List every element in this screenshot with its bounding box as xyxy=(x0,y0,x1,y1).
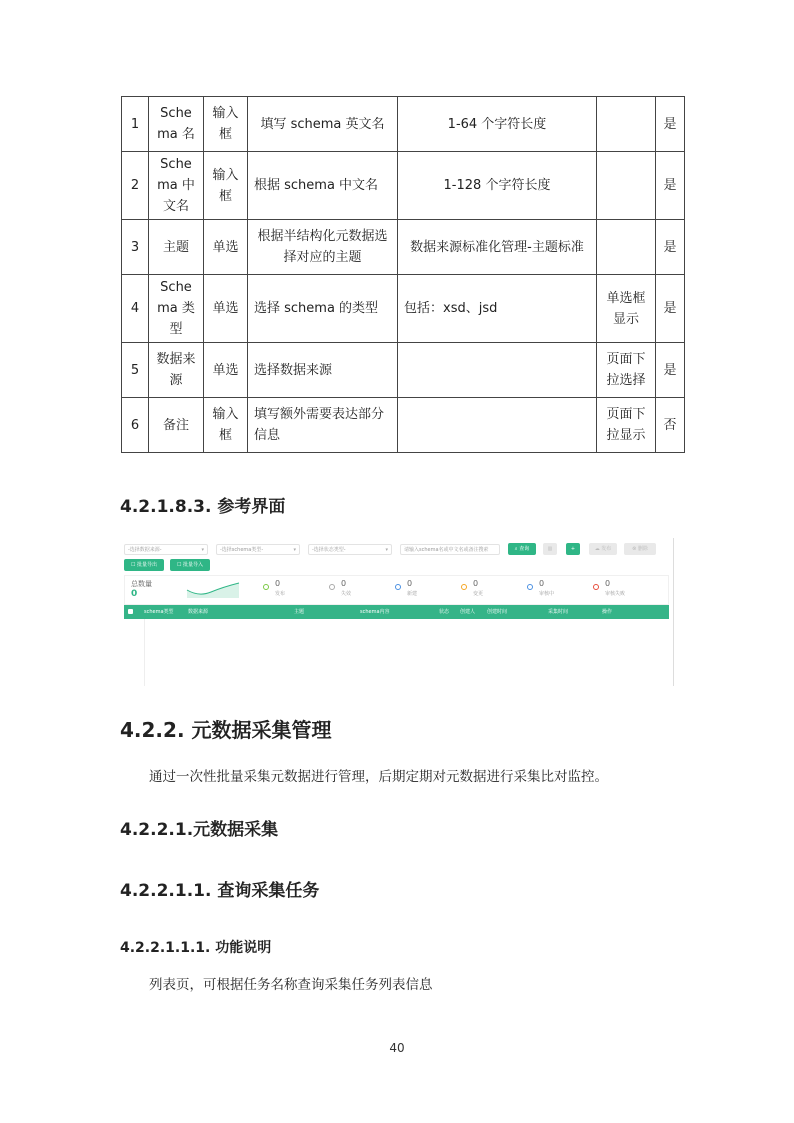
cell-name: 主题 xyxy=(149,220,204,275)
stat-label: 新建 xyxy=(407,591,418,597)
cell-rule: 1-128 个字符长度 xyxy=(398,152,597,220)
cell-name: 数据来源 xyxy=(149,343,204,398)
cell-no: 5 xyxy=(122,343,149,398)
table-row xyxy=(122,343,685,398)
col-source[interactable]: 数据来源 xyxy=(188,609,209,615)
add-label: + xyxy=(570,546,576,552)
heading-func: 4.2.2.1.1.1. 功能说明 xyxy=(120,940,272,956)
cell-desc: 根据半结构化元数据选择对应的主题 xyxy=(248,220,398,275)
schema-type-select[interactable] xyxy=(216,544,300,555)
table-row xyxy=(122,152,685,220)
heading-section: 4.2.2. 元数据采集管理 xyxy=(120,718,332,742)
stat-value: 0 xyxy=(473,579,479,588)
cell-no: 4 xyxy=(122,275,149,343)
total-label: 总数量 xyxy=(131,580,152,588)
stat-value: 0 xyxy=(275,579,281,588)
batch-export-button[interactable] xyxy=(124,559,164,571)
cell-control: 输入框 xyxy=(204,398,248,453)
cell-desc: 选择数据来源 xyxy=(248,343,398,398)
cell-display: 单选框显示 xyxy=(597,275,656,343)
stat-value: 0 xyxy=(341,579,347,588)
col-actions[interactable]: 操作 xyxy=(602,609,613,615)
delete-row-button[interactable] xyxy=(543,543,557,555)
cloud-icon: ☁ xyxy=(594,546,600,552)
status-ring-icon xyxy=(395,584,401,590)
heading-ref-ui: 4.2.1.8.3. 参考界面 xyxy=(120,497,286,517)
search-icon: ⌕ xyxy=(514,546,518,552)
cell-no: 3 xyxy=(122,220,149,275)
page-number: 40 xyxy=(389,1041,405,1055)
filter-toolbar xyxy=(124,542,669,556)
paragraph-func: 列表页，可根据任务名称查询采集任务列表信息 xyxy=(149,977,433,993)
stat-label: 变更 xyxy=(473,591,484,597)
schema-type-select-label: -选择schema类型- xyxy=(220,547,264,553)
source-select[interactable] xyxy=(124,544,208,555)
cell-rule xyxy=(398,398,597,453)
add-button[interactable] xyxy=(566,543,580,555)
cell-rule: 数据来源标准化管理-主题标准 xyxy=(398,220,597,275)
paragraph-intro: 通过一次性批量采集元数据进行管理，后期定期对元数据进行采集比对监控。 xyxy=(149,769,608,785)
stats-bar xyxy=(124,575,669,605)
cell-required: 是 xyxy=(656,97,685,152)
cell-no: 2 xyxy=(122,152,149,220)
search-placeholder: 请输入schema名或中文名或备注搜索 xyxy=(404,547,489,553)
stat-value: 0 xyxy=(407,579,413,588)
heading-sub: 4.2.2.1.元数据采集 xyxy=(120,820,279,840)
cell-required: 是 xyxy=(656,343,685,398)
cell-no: 1 xyxy=(122,97,149,152)
cell-display: 页面下拉选择 xyxy=(597,343,656,398)
cell-desc: 根据 schema 中文名 xyxy=(248,152,398,220)
col-topic[interactable]: 主题 xyxy=(294,609,305,615)
cell-control: 输入框 xyxy=(204,152,248,220)
table-row xyxy=(122,220,685,275)
cell-required: 是 xyxy=(656,275,685,343)
stat-label: 审核失败 xyxy=(605,591,626,597)
cell-name: Schema 中文名 xyxy=(149,152,204,220)
cell-display: 页面下拉显示 xyxy=(597,398,656,453)
cell-control: 单选 xyxy=(204,275,248,343)
stat-value: 0 xyxy=(605,579,611,588)
sparkline-icon xyxy=(185,580,241,598)
grid-header xyxy=(124,605,669,619)
remove-button[interactable] xyxy=(624,543,656,555)
stat-label: 失效 xyxy=(341,591,352,597)
table-row xyxy=(122,275,685,343)
reference-ui-screenshot xyxy=(120,538,674,686)
status-select[interactable] xyxy=(308,544,392,555)
import-icon: ☐ xyxy=(176,562,182,568)
cell-no: 6 xyxy=(122,398,149,453)
grid-body xyxy=(144,619,670,686)
publish-button[interactable] xyxy=(589,543,617,555)
total-value: 0 xyxy=(131,589,138,599)
query-button[interactable] xyxy=(508,543,536,555)
status-select-label: -选择状态类型- xyxy=(312,547,346,553)
chevron-down-icon: ▾ xyxy=(385,547,388,553)
status-ring-icon xyxy=(263,584,269,590)
select-all-checkbox[interactable] xyxy=(128,609,133,614)
search-input[interactable] xyxy=(400,544,500,555)
col-schema-type[interactable]: schema类型 xyxy=(144,609,174,615)
col-created-time[interactable]: 创建时间 xyxy=(487,609,508,615)
cell-desc: 填写 schema 英文名 xyxy=(248,97,398,152)
cell-display xyxy=(597,220,656,275)
query-label: 查询 xyxy=(519,546,530,552)
chevron-down-icon: ▾ xyxy=(201,547,204,553)
cell-rule: 1-64 个字符长度 xyxy=(398,97,597,152)
stat-label: 发布 xyxy=(275,591,286,597)
col-collect-time[interactable]: 采集时间 xyxy=(548,609,569,615)
remove-label: 删除 xyxy=(637,546,648,552)
cell-name: 备注 xyxy=(149,398,204,453)
cell-required: 否 xyxy=(656,398,685,453)
cell-control: 单选 xyxy=(204,343,248,398)
table-row xyxy=(122,398,685,453)
table-row xyxy=(122,97,685,152)
cell-rule xyxy=(398,343,597,398)
status-ring-icon xyxy=(461,584,467,590)
source-select-label: -选择数据来源- xyxy=(128,547,162,553)
col-creator[interactable]: 创建人 xyxy=(460,609,476,615)
cell-required: 是 xyxy=(656,152,685,220)
cell-desc: 填写额外需要表达部分信息 xyxy=(248,398,398,453)
spec-table xyxy=(121,96,685,453)
import-label: 批量导入 xyxy=(183,562,204,568)
stat-label: 审核中 xyxy=(539,591,555,597)
cell-required: 是 xyxy=(656,220,685,275)
cell-desc: 选择 schema 的类型 xyxy=(248,275,398,343)
export-icon: ☐ xyxy=(130,562,136,568)
cell-control: 输入框 xyxy=(204,97,248,152)
col-status[interactable]: 状态 xyxy=(439,609,450,615)
circle-x-icon: ⊗ xyxy=(632,546,637,552)
cell-display xyxy=(597,152,656,220)
status-ring-icon xyxy=(593,584,599,590)
cell-name: Schema 名 xyxy=(149,97,204,152)
cell-name: Schema 类型 xyxy=(149,275,204,343)
status-ring-icon xyxy=(329,584,335,590)
cell-rule: 包括：xsd、jsd xyxy=(398,275,597,343)
publish-label: 发布 xyxy=(601,546,612,552)
stat-value: 0 xyxy=(539,579,545,588)
heading-subsub: 4.2.2.1.1. 查询采集任务 xyxy=(120,881,320,901)
trash-icon: ▥ xyxy=(547,546,553,552)
export-label: 批量导出 xyxy=(137,562,158,568)
chevron-down-icon: ▾ xyxy=(293,547,296,553)
status-ring-icon xyxy=(527,584,533,590)
col-schema-content[interactable]: schema内容 xyxy=(360,609,390,615)
cell-control: 单选 xyxy=(204,220,248,275)
cell-display xyxy=(597,97,656,152)
batch-import-button[interactable] xyxy=(170,559,210,571)
